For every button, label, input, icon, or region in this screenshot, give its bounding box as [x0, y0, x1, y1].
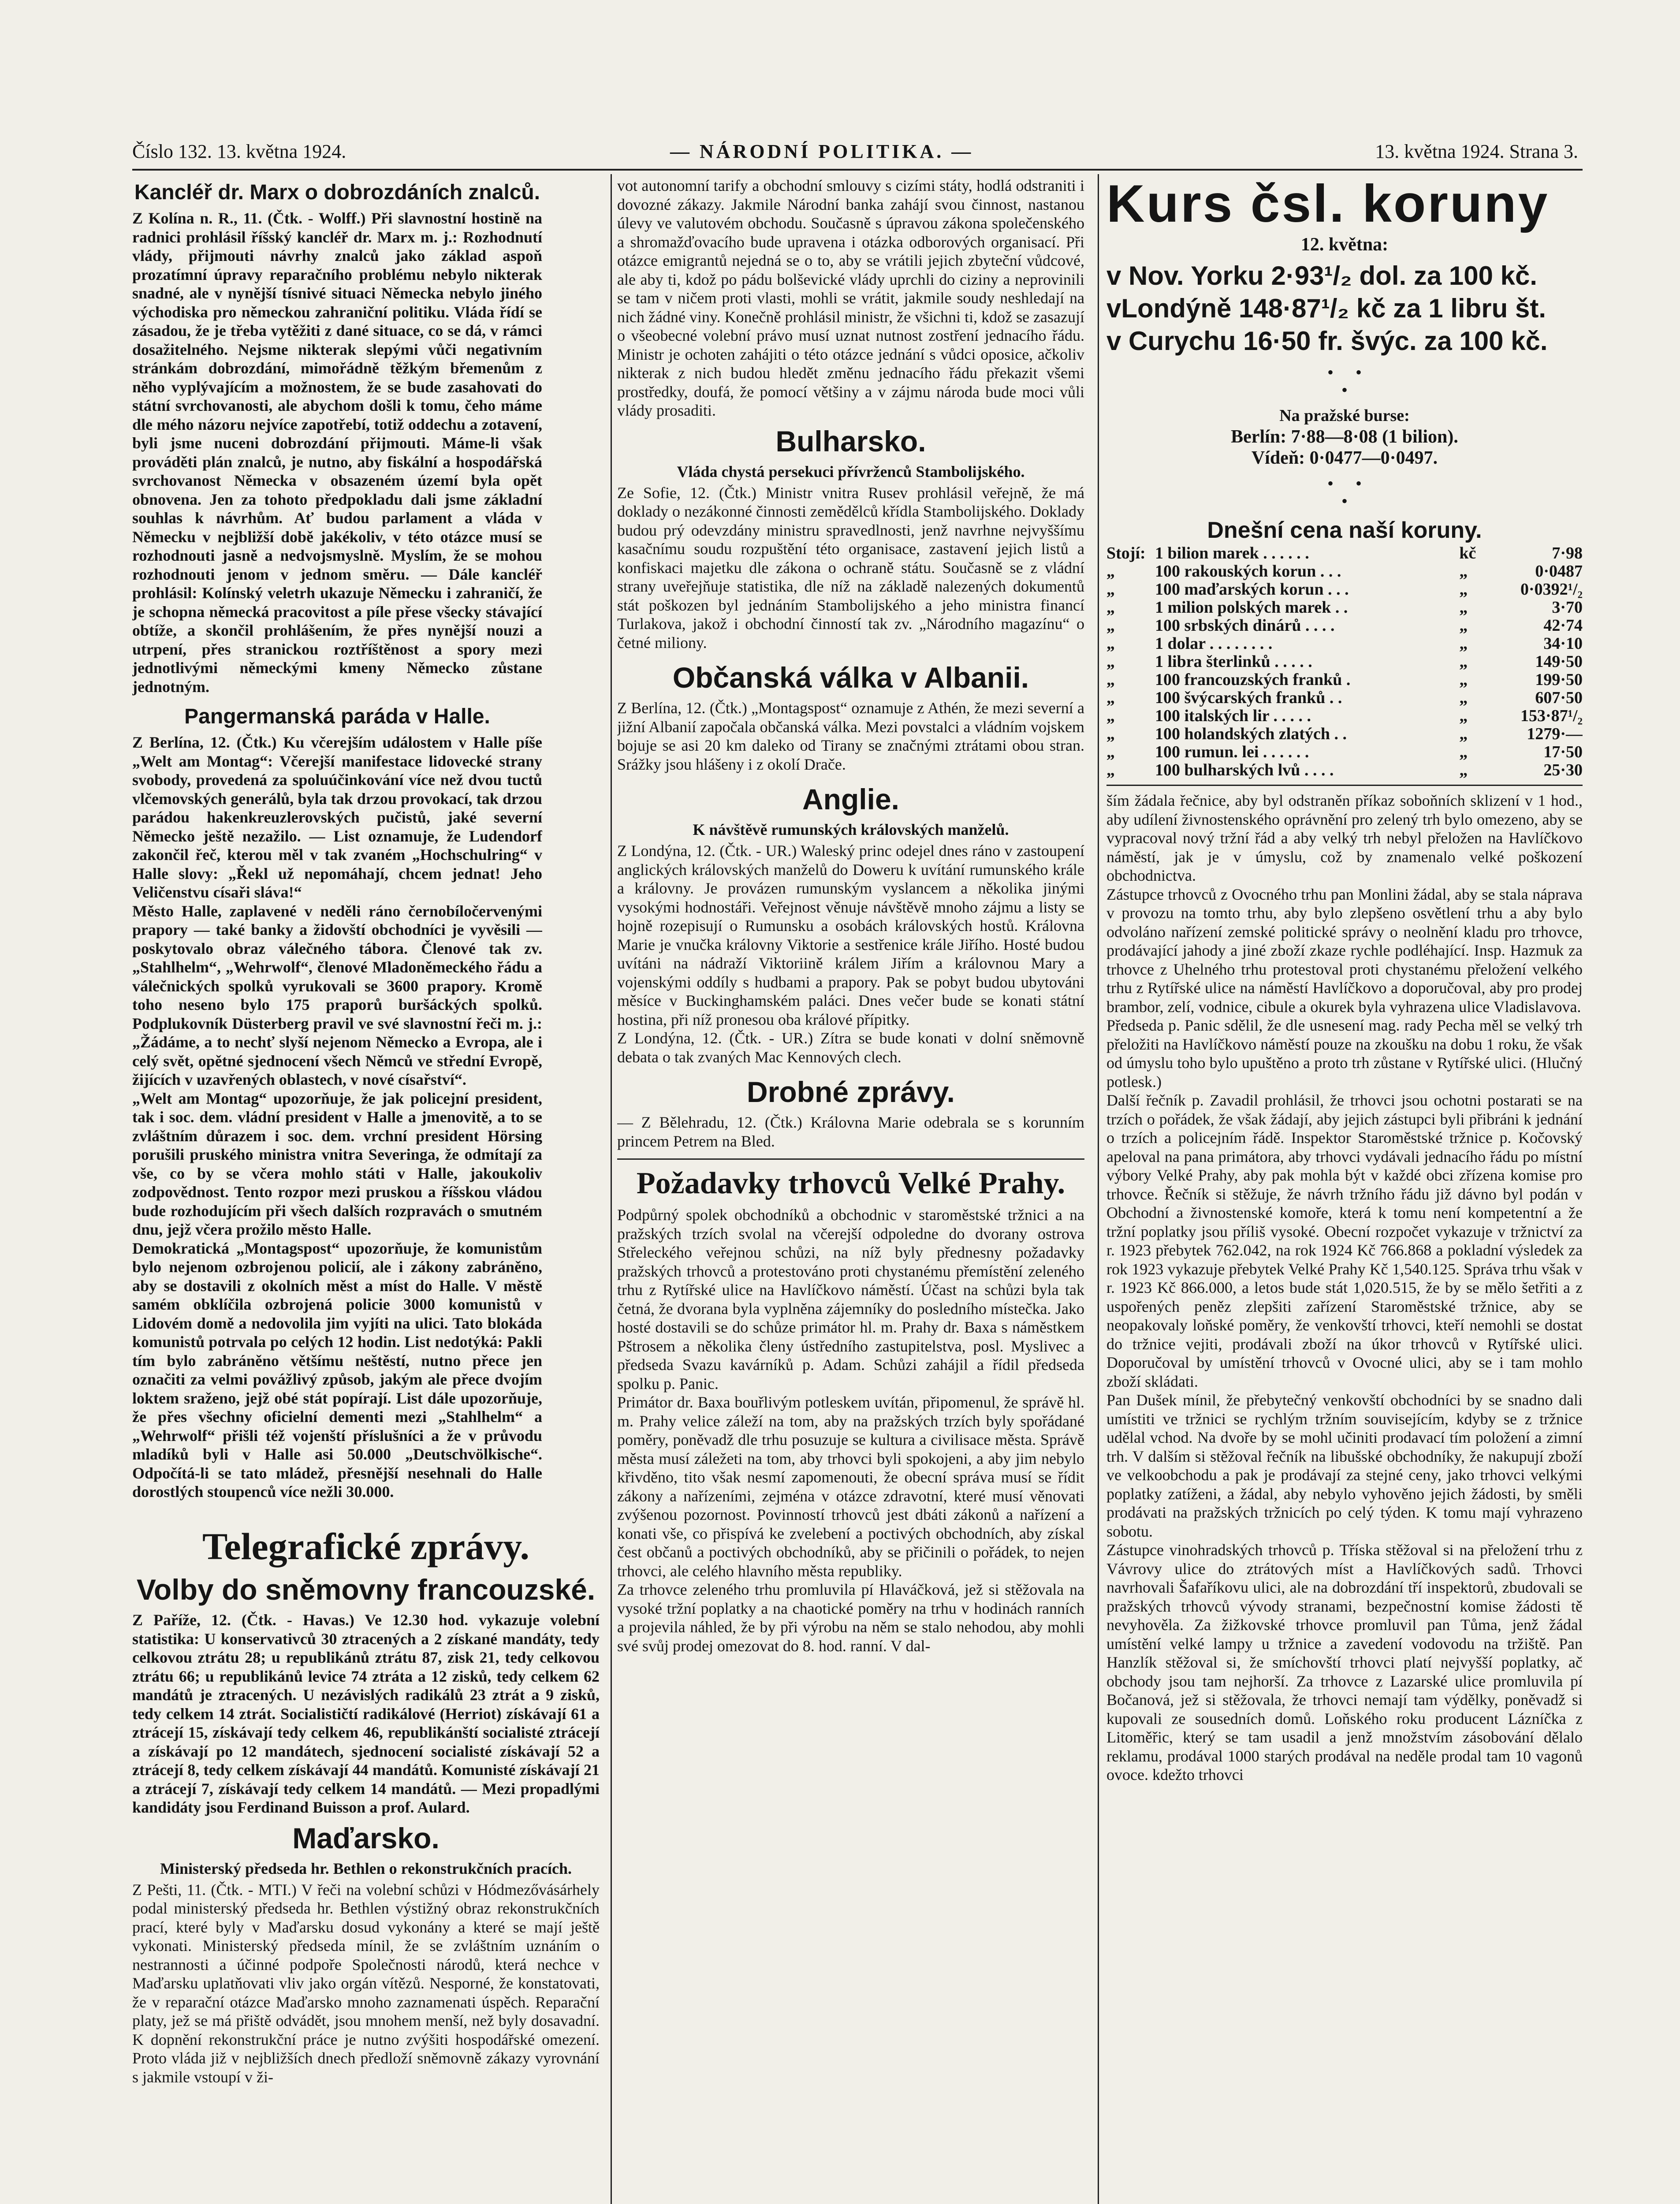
- rate-row: [1106, 635, 1583, 653]
- column-rule-2: [1098, 174, 1099, 2204]
- burza-berlin: Berlín: 7·88—8·08 (1 bilion).: [1231, 427, 1458, 447]
- article-continuation: ším žádala řečnice, aby byl odstraněn příkaz soboňních sklizení v 1 hod., aby udílení živnostenského oprávnění pro zelený trh bylo omezeno, aby se vypracoval nový tržní řád a aby velký trh nebyl přeložen na Havlíčkovo náměstí, jak je v úmyslu, což by znamenalo velké poškození obchodnictva.: [1106, 792, 1583, 884]
- article-body: „Welt am Montag“ upozorňuje, že jak policejní president, tak i soc. dem. vládní president v Halle a jmenovitě, a to se zvláštním důrazem i soc. dem. vrchní president Hörsing porušili pruského ministra vnitra Severinga, že odmítají za vše, co by se včera mohlo státi v Halle, jakoukoliv zodpovědnost. Tento rozpor mezi pruskou a říšskou vládou bude rozhodujícím při všech dalších rozpravách o smutném dnu, jejž včera prožilo město Halle.: [132, 1089, 542, 1238]
- rate-label: 1 milion polských marek . .: [1155, 598, 1348, 617]
- rate-prefix: „: [1106, 689, 1115, 707]
- burza-vienna: Vídeň: 0·0477—0·0497.: [1251, 448, 1438, 468]
- currency-rate-title: Kurs čsl. koruny: [1106, 176, 1550, 233]
- rate-prefix: „: [1106, 670, 1115, 689]
- headline: Maďarsko.: [292, 1821, 440, 1854]
- rate-prefix: „: [1106, 580, 1115, 599]
- rate-row: [1106, 707, 1583, 725]
- rate-unit: „: [1459, 761, 1468, 779]
- column-2: [617, 176, 1084, 2204]
- rate-value: 149·50: [1535, 652, 1583, 671]
- rate-value: 0·0487: [1535, 562, 1583, 581]
- rate-value: 34·10: [1543, 634, 1583, 653]
- headline: Občanská válka v Albanii.: [672, 661, 1029, 694]
- rate-value: 25·30: [1543, 761, 1583, 779]
- rate-prefix: „: [1106, 598, 1115, 617]
- rate-unit: „: [1459, 634, 1468, 653]
- article-body: Zástupce trhovců z Ovocného trhu pan Monlini žádal, aby se stala náprava v provozu na tomto trhu, aby bylo zlepšeno osvětlení trhu a aby bylo odvoláno nařízení zemské politické správy o neolnění kladu pro trhovce, prodávající jahody a jiné zboží zkaze rychle podléhající. Insp. Hazmuk za trhovce z Uhelného trhu protestoval proti chystanému přeložení velkého trhu z Rytířské ulice na náměstí Havlíčkovo a doporučoval, aby pro prodej brambor, zelí, vodnice, cibule a okurek byla vyhrazena ulice Vladislavova.: [1106, 885, 1583, 1016]
- article-body: Demokratická „Montagspost“ upozorňuje, že komunistům bylo nejenom ozbrojenou policií, ale i zákony zabráněno, aby se dostavili z okolních měst a míst do Halle. V městě samém obklíčila ozbrojená policie 3000 komunistů v Lidovém domě a nedovolila jim vyjíti na ulici. Tato blokáda komunistů potrvala po celých 12 hodin. List nedotýká: Pakli tím bylo zabráněno většímu neštěstí, nutno přece jen označiti za velmi povážlivý způsob, jakým ale přece dvojím loktem sraženo, jejž obé stát popírají. List dále upozorňuje, že přes všechny oficielní dementi mezi „Stahlhelm“ a „Wehrwolf“ přišli též vojenští příslušníci a že v průvodu mladíků byli v Halle asi 50.000 „Deutschvölkische“. Odpočítá-li se tato mládež, přesnější nesehnali do Halle dorostlých stoupenců více nežli 30.000.: [132, 1239, 542, 1500]
- rate-value: 7·98: [1552, 544, 1583, 562]
- rate-new-york: v Nov. Yorku 2·93¹/₂ dol. za 100 kč.: [1106, 261, 1538, 290]
- separator-dots: • • •: [1327, 473, 1362, 511]
- subheadline: Vláda chystá persekuci přívrženců Stambolijského.: [677, 462, 1025, 480]
- column-1-telegraph: [132, 1521, 600, 2204]
- rate-prefix: „: [1106, 743, 1115, 761]
- article-market-demands: [617, 1165, 1084, 1655]
- masthead-rule: [132, 169, 1583, 171]
- rate-unit: kč: [1459, 544, 1476, 562]
- article-body: Další řečník p. Zavadil prohlásil, že trhovci jsou ochotni postarati se na trzích o pořádek, že však žádají, aby jejich zástupci byli přibráni k jednání o trzích a policejním řádě. Inspektor Staroměstské tržnice p. Kočovský apeloval na pana primátora, aby trhovci vydávali jednacího řádu po místní výbory Velké Prahy, aby pak mohla být v každé obci zřízena komise pro trhovce. Řečník si stěžuje, že návrh tržního řádu již dávno byl podán v Obchodní a živnostenské komoře, která k tomu není kompetentní a že tržní poplatky jsou příliš vysoké. Obecní rozpočet vykazuje v tržnictví za r. 1923 přebytek 762.042, na rok 1924 Kč 766.868 a pokladní výsledek za rok 1923 vykazuje přebytek Velké Prahy Kč 1,540.125. Správa trhu však v r. 1923 Kč 866.000, a letos bude stát 1,020.515, že by se mělo šetřiti a z uspořených peněz zlepšiti zařízení Staroměstské tržnice, aby se neopakovaly loňské poměry, že venkovští trhovci, kteří nemohli se dostat do tržnice vejiti, prodávali zboží na úkor trhovců v Rytířské ulici. Doporučoval by umístění trhovců v Ovocné ulici, aby se i tam mohlo zboží skládati.: [1106, 1091, 1583, 1390]
- rate-label: 100 rumun. lei . . . . . .: [1155, 743, 1309, 761]
- article-body: — Z Bělehradu, 12. (Čtk.) Královna Marie odebrala se s korunním princem Petrem na Bled.: [617, 1113, 1084, 1150]
- article-england: [617, 782, 1084, 1066]
- rate-label: 100 holandských zlatých . .: [1155, 725, 1347, 743]
- rate-prefix: „: [1106, 634, 1115, 653]
- rate-prefix: Stojí:: [1106, 544, 1146, 562]
- column-3: [1106, 176, 1583, 2204]
- rate-unit: „: [1459, 598, 1468, 617]
- rate-row: [1106, 653, 1583, 671]
- rate-value: 607·50: [1535, 689, 1583, 707]
- article-body: Z Londýna, 12. (Čtk. - UR.) Zítra se bude konati v dolní sněmovně debata o tak zvaných Mac Kennových clech.: [617, 1029, 1084, 1066]
- rate-label: 100 srbských dinárů . . . .: [1155, 616, 1335, 635]
- column-rule-1: [611, 174, 612, 2204]
- subheadline: K návštěvě rumunských královských manželů.: [693, 821, 1009, 838]
- rate-prefix: „: [1106, 725, 1115, 743]
- rate-value: 42·74: [1543, 616, 1583, 635]
- rate-row: [1106, 617, 1583, 635]
- separator-dots: • • •: [1327, 362, 1362, 400]
- headline: Anglie.: [802, 783, 899, 815]
- article-body: Z Londýna, 12. (Čtk. - UR.) Waleský princ odejel dnes ráno v zastoupení anglických královských manželů do Doweru k uvítání rumunského krále a královny. Je provázen rumunským vyslancem a několika jinými vysokými hodnostáři. Veřejnost věnuje návštěvě mnoho zájmu a listy se hojně rozepisují o Rumunsku a osobách královských hostů. Královna Marie je vnučka královny Viktorie a sestřenice krále Jiřího. Hosté budou uvítáni na nádraží Viktoriině králem Jiřím a královnou Mary a vojenskými oddíly s hudbami a prapory. Pak se pobyt budou ubytováni měsíce v Buckinghamském paláci. Dnes večer bude se konati státní hostina, při níž pronesou oba králové přípitky.: [617, 842, 1084, 1028]
- rate-unit: „: [1459, 580, 1468, 599]
- issue-number: Číslo 132. 13. května 1924.: [132, 141, 346, 162]
- rate-unit: „: [1459, 562, 1468, 581]
- rate-zurich: v Curychu 16·50 fr. švýc. za 100 kč.: [1106, 326, 1548, 356]
- rate-value: 0·0392¹/₂: [1520, 580, 1583, 599]
- article-body: Primátor dr. Baxa bouřlivým potleskem uvítán, připomenul, že správě hl. m. Prahy velice záleží na tom, aby na pražských trzích byly spořádané poměry, poněvadž dle trhu posuzuje se kultura a civilisace města. Správě města musí záležeti na tom, aby trhovci byli spokojeni, a aby jim nebylo křivděno, tito však nesmí zapomenouti, že obecní správa musí se řídit zákony a nařízeními, zejména v otázce zdravotní, které musí věnovati zvýšenou pozornost. Povinností trhovců jest dbáti zákonů a nařízení a konati vše, co přispívá ke zvelebení a poctivých obchodních, aby získal čest občanů a poctivých obchodníků, aby se přičinili o pořádek, to nejen trhovci, ale celého hlavního města republiky.: [617, 1393, 1084, 1580]
- rate-label: 100 švýcarských franků . .: [1155, 689, 1342, 707]
- article-body: Město Halle, zaplavené v neděli ráno černobíločervenými prapory — také banky a židovští obchodníci je vyvěsili — poskytovalo obraz válečného tábora. Členové tak zv. „Stahlhelm“, „Wehrwolf“, členové Mladoněmeckého řádu a válečnických spolků vyrukovali se 3600 prapory. Kromě toho neseno bylo 175 praporů buršáckých spolků. Podplukovník Düsterberg pravil ve své slavnostní řeči m. j.: „Žádáme, a to nechť slyší nejenom Německo a Evropa, ale i celý svět, opětné sjednocení všech Němců ve střední Evropě, žijících v uzavřených oblastech, v nové císařství“.: [132, 902, 542, 1088]
- rate-unit: „: [1459, 725, 1468, 743]
- rate-prefix: „: [1106, 652, 1115, 671]
- currency-rate-date: 12. května:: [1300, 235, 1389, 255]
- rate-unit: „: [1459, 743, 1468, 761]
- section-divider: [1106, 785, 1583, 786]
- rate-row: [1106, 562, 1583, 581]
- headline: Kancléř dr. Marx o dobrozdáních znalců.: [134, 181, 540, 204]
- subheadline: Volby do sněmovny francouzské.: [136, 1573, 596, 1606]
- rate-prefix: „: [1106, 562, 1115, 581]
- rate-label: 1 libra šterlinků . . . . .: [1155, 652, 1312, 671]
- burza-title: Na pražské burse:: [1279, 406, 1410, 425]
- subheadline: Ministerský předseda hr. Bethlen o rekonstrukčních pracích.: [160, 1859, 572, 1877]
- rate-label: 1 dolar . . . . . . . .: [1155, 634, 1273, 653]
- article-bulgaria: [617, 424, 1084, 652]
- rate-unit: „: [1459, 652, 1468, 671]
- article-body: Z Berlína, 12. (Čtk.) „Montagspost“ oznamuje z Athén, že mezi severní a jižní Albanií započala občanská válka. Mezi povstalci a vládním vojskem bojuje se asi 20 km daleko od Tirany se značnými ztrátami obou stran. Srážky jsou hlášeny i z okolí Drače.: [617, 699, 1084, 773]
- article-body: Z Paříže, 12. (Čtk. - Havas.) Ve 12.30 hod. vykazuje volební statistika: U konservativců 30 ztracených a 2 získané mandáty, tedy celkovou ztrátu 28; u republikánů ztrátu 87, zisk 21, tedy celkovou ztrátu 66; u republikánů levice 74 ztráta a 12 zisků, tedy celkem 62 mandátů je ztracených. U nezávislých radikálů 23 ztrát a 9 zisků, tedy celkem 14 ztrát. Socialističtí radikálové (Herriot) získávají 61 a ztrácejí 15, získávají tedy celkem 46, republikánští socialisté ztrácejí a získávají po 12 mandátech, sjednocení socialisté získávají 52 a ztrácejí 8, tedy celkem získávají 44 mandátů. Komunisté získávají 21 a ztrácejí 7, získávají tedy celkem 14 mandátů. — Mezi propadlými kandidáty jsou Ferdinand Buisson a prof. Aulard.: [132, 1611, 600, 1816]
- rate-prefix: „: [1106, 707, 1115, 725]
- rate-value: 199·50: [1535, 670, 1583, 689]
- crown-price-title: Dnešní cena naší koruny.: [1207, 517, 1482, 543]
- rate-row: [1106, 599, 1583, 617]
- headline: Požadavky trhovců Velké Prahy.: [636, 1166, 1065, 1200]
- rate-value: 153·87¹/₂: [1520, 707, 1583, 725]
- rate-row: [1106, 743, 1583, 761]
- rate-label: 1 bilion marek . . . . . .: [1155, 544, 1309, 562]
- article-short-news: [617, 1074, 1084, 1150]
- rate-label: 100 bulharských lvů . . . .: [1155, 761, 1334, 779]
- headline: Pangermanská paráda v Halle.: [184, 705, 490, 728]
- article-body: Pan Dušek mínil, že přebytečný venkovští obchodníci by se snadno dali umístiti ve tržnici se rychlým tržním souvisejícím, kdyby se z tržnice udělal vchod. Na dvoře by se mohl učiniti prodavací tím položení a zimní trh. V dalším si stěžoval řečník na libušské obchodníky, že nakupují zboží ve velkoobchodu a pak je prodávají za stejné ceny, jako trhovci velkými poplatky zatíženi, a žádal, aby nebylo vyhověno jejich žádosti, by směli prodávati na pražských tržnicích po celý týden. K tomu mají vyhrazeno sobotu.: [1106, 1391, 1583, 1540]
- article-body: Za trhovce zeleného trhu promluvila pí Hlaváčková, jež si stěžovala na vysoké tržní poplatky a na chaotické poměry na trhu v hodinách ranních a projevila náhled, že by při výrobu na něm se stalo nehodou, aby mohli své svůj prodej omezovat do 8. hod. ranní. V dal-: [617, 1581, 1084, 1655]
- rate-london: vLondýně 148·87¹/₂ kč za 1 libru št.: [1106, 294, 1546, 323]
- headline: Drobné zprávy.: [747, 1076, 955, 1108]
- article-body: Z Berlína, 12. (Čtk.) Ku včerejším událostem v Halle píše „Welt am Montag“: Včerejší manifestace lidovecké strany svobody, provedená za spoluúčinkování více než dvou tuctů vlčemovských generálů, byla tak drzou provokací, tak drzou parádou hakenkreuzlerovských pučistů, jaké severní Německo ještě nezažilo. — List oznamuje, že Ludendorf zakončil řeč, kterou měl v tak zvaném „Hochschulring“ v Halle slovy: „Řekl už nepomáhají, chcem jednat! Jeho Veličenstvu císaři sláva!“: [132, 733, 542, 901]
- headline: Bulharsko.: [775, 424, 926, 458]
- rate-label: 100 francouzských franků .: [1155, 670, 1351, 689]
- paper-title: — NÁRODNÍ POLITIKA. —: [670, 141, 974, 162]
- article-body: Zástupce vinohradských trhovců p. Tříska stěžoval si na přeložení trhu z Vávrovy ulice do ztrátových míst a Havlíčkových sadů. Trhovci navrhovali Šafaříkovu ulici, ale na dobrozdání tří inspektorů, zbudovali se pražských trhovců vývody stranami, bezpečnostní komise žádosti tě nevyhověla. Za žižkovské trhovce promluvil pan Tůma, jenž žádal umístění velké lampy u tržnice a zavedení vodovodu na tržiště. Pan Hanzlík stěžoval si, že smíchovští trhovci platí nejvyšší poplatky, ač obchody jsou tam nejhorší. Za trhovce z Lazarské ulice promluvila pí Bočanová, jež si stěžovala, že trhovci nemají tam výdělky, poněvadž si kupovali ze sousedních domů. Loňského roku producent Lázníčka z Litoměřic, který se tam usadil a jenž množstvím zásobování dělalo reklamu, prodával 1000 starých prodával na neděle prodal tam 10 vagonů ovoce. kdežto trhovci: [1106, 1541, 1583, 1783]
- rate-value: 3·70: [1552, 598, 1583, 617]
- article-parade: [132, 704, 542, 1501]
- rate-prefix: „: [1106, 616, 1115, 635]
- article-body: Z Pešti, 11. (Čtk. - MTI.) V řeči na volební schůzi v Hódmezővásárhely podal ministerský předseda hr. Bethlen výstižný obraz rekonstrukčních prací, které byly v Maďarsku dosud vykonány a které se mají ještě vykonati. Ministerský předseda mínil, že se zvláštním uznáním o nestrannosti a účinné podpoře Společnosti národů, která nechce v Maďarsku uplatňovati vliv jako orgán vítězů. Nesporné, že konstatovati, že v reparační otázce Maďarsko mnoho zaznamenati úspěch. Reparační platy, jež se má přiště odvádět, jsou mnohem menší, než byly dosavadní. K dopnění rekonstrukční práce je nutno zvýšiti hospodářské omezení. Proto vláda již v nejbližších dnech předloží sněmovně zákazy vyrovnání s jakmile vstoupí v ži-: [132, 1880, 600, 2086]
- rate-row: [1106, 689, 1583, 707]
- article-body: Podpůrný spolek obchodníků a obchodnic v staroměstské tržnici a na pražských trzích svolal na včerejší odpoledne do dvorany ostrova Střeleckého veřejnou schůzi, na níž byly přednesny požadavky pražských trhovců a protestováno proti chystanému přemístění zeleného trhu z Rytířské ulice na Havlíčkovo náměstí. Účast na schůzi byla tak četná, že dvorana byla vyplněna zájemníky do posledního místečka. Jako hosté dostavili se do schůze primátor hl. m. Prahy dr. Baxa s náměstkem Pštrosem a několika členy ústředního zastupitelstva, posl. Myslivec a předseda Svazu kavárníků p. Adam. Schůzi zahájil a řídil předseda spolku p. Panic.: [617, 1206, 1084, 1392]
- rate-unit: „: [1459, 670, 1468, 689]
- rate-label: 100 maďarských korun . . .: [1155, 580, 1349, 599]
- rate-row: [1106, 725, 1583, 743]
- rate-unit: „: [1459, 689, 1468, 707]
- article-body: Předseda p. Panic sdělil, že dle usnesení mag. rady Pecha měl se velký trh přeložiti na Havlíčkovo náměstí pouze na zkoušku na dobu 1 roku, že však od úmyslu toho bylo upuštěno a proto trh zůstane v Rytířské ulici. (Hlučný potlesk.): [1106, 1016, 1583, 1091]
- rate-row: [1106, 761, 1583, 779]
- article-continuation: vot autonomní tarify a obchodní smlouvy s cizími státy, hodlá odstraniti i dovozné zákazy. Jakmile Národní banka zahájí svou činnost, nastanou úlevy ve valutovém obchodu. Současně s úpravou zákona společenského a shromažďovacího bude upravena i otázka odborových organisací. Při otázce emigrantů nejedná se o to, aby se vrátili jejich zbyteční vůdcové, ale aby ti, kdož po pádu bolševické vlády uprchli do ciziny a neprovinili se tam v ničem proti vlasti, mohli se vrátit, jakmile soudy neshledají na nich žádné viny. Konečně prohlásil ministr, že všichni ti, kdož se zasazují o všeobecné volební právo musí uznat nutnost zostření jednacího řádu. Ministr je ochoten zahájiti o této otázce jednání s vůdci oposice, ačkoliv nikterak z nich budou hledět změnu jednacího řádu překazit všemi prostředky, doufá, že pomocí většiny a v zájmu národa bude moci vůli vlády prosaditi.: [617, 177, 1084, 419]
- rate-label: 100 rakouských korun . . .: [1155, 562, 1341, 581]
- article-body: Ze Sofie, 12. (Čtk.) Ministr vnitra Rusev prohlásil veřejně, že má doklady o nezákonné činnosti zemědělců křídla Stambolijského. Doklady budou prý odevzdány ministru spravedlnosti, jenž navrhne nejvyššímu kasačnímu soudu rozpuštění této organisace, zastavení jejich listů a konfiskaci majetku dle zákona o ochraně státu. Současně se z vládní strany uveřejňuje statistika, dle níž na základě nalezených dokumentů stát poškozen byl jednáním Stambolijského a jeho ministra financí Turlakova, jakož i obchodní činností tak zv. „Národního magazínu“ o četné miliony.: [617, 484, 1084, 652]
- masthead: [132, 140, 1578, 167]
- date-page: 13. května 1924. Strana 3.: [1375, 141, 1578, 162]
- rate-unit: „: [1459, 707, 1468, 725]
- article-marx: [132, 180, 542, 696]
- rate-row: [1106, 581, 1583, 599]
- rate-unit: „: [1459, 616, 1468, 635]
- crown-rate-table: [1106, 544, 1583, 779]
- section-divider: [617, 1158, 1084, 1160]
- article-body: Z Kolína n. R., 11. (Čtk. - Wolff.) Při slavnostní hostině na radnici prohlásil říšský kancléř dr. Marx m. j.: Rozhodnutí vlády, přijmouti návrhy znalců jako základ aspoň prozatímní úpravy reparačního problému nebylo nikterak snadné, ale v nynější tísnivé situaci Německa nebylo jiného východiska pro německou zahraniční politiku. Vláda řídí se zásadou, že je třeba vytěžiti z dané situace, co se dá, v rámci dosažitelného. Nejsme nikterak slepými vůči negativním stránkám dobrozdání, mimořádně těžkým břemenům z něho vyplývajícím a možnostem, že se bude zasahovati do státní svrchovanosti, ale abychom došli k tomu, čeho máme dle mého názoru nejvíce zapotřebí, totiž oddechu a zotavení, byli jsme nuceni dobrozdání přijmouti. Máme-li však prováděti plán znalců, je nutno, aby fiskální a hospodářská svrchovanost Německa v obsazeném území byla opět obnovena. Jen za tohoto předpokladu dali jsme základní souhlas k návrhům. Ať budou parlament a vláda v Německu v nejbližší době jakékoliv, v této otázce musí se rozhodnouti jasně a nedvojsmyslně. Myslím, že se mohou rozhodnouti jenom v jednom směru. — Dále kancléř prohlásil: Kolínský veletrh ukazuje Německu i zahraničí, že je schopna německá pracovitost a píle přese všecky stávající obtíže, a skončil prohlášením, že přes nynější nouzi a utrpení, přes stranickou roztříštěnost a spory mezi jednotlivými německými kmeny Německo zůstane jednotným.: [132, 209, 542, 696]
- rate-row: [1106, 671, 1583, 689]
- rate-row: [1106, 544, 1583, 562]
- rate-prefix: „: [1106, 761, 1115, 779]
- rate-label: 100 italských lir . . . . .: [1155, 707, 1311, 725]
- article-albania: [617, 660, 1084, 774]
- rate-value: 17·50: [1543, 743, 1583, 761]
- headline: Telegrafické zprávy.: [202, 1525, 529, 1567]
- rate-value: 1279·—: [1527, 725, 1583, 743]
